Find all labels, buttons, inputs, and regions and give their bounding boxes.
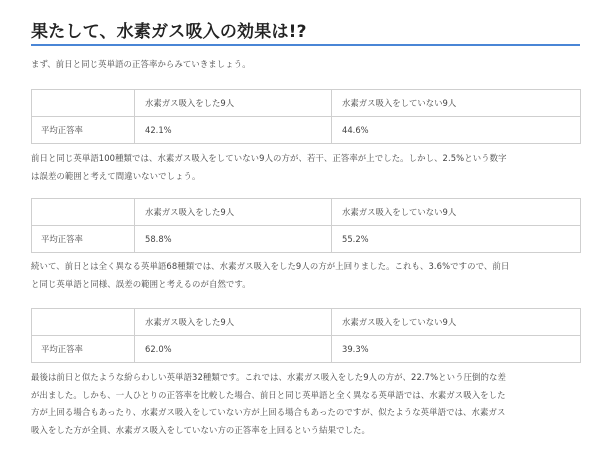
paragraph-3 [31, 369, 580, 439]
table-cell: 62.0% [135, 336, 332, 363]
table-header-cell: 水素ガス吸入をしていない9人 [332, 199, 581, 226]
heading-underline [31, 44, 580, 46]
table-header-cell: 水素ガス吸入をしていない9人 [332, 309, 581, 336]
table-row [32, 336, 581, 363]
paragraph-line: 続いて、前日とは全く異なる英単語68種類では、水素ガス吸入をした9人の方が上回りました。これも、3.6%ですので、前日 [31, 261, 510, 271]
paragraph-1 [31, 150, 580, 185]
paragraph-line: と同じ英単語と同様、誤差の範囲と考えるのが自然です。 [31, 278, 251, 289]
intro-paragraph: まず、前日と同じ英単語の正答率からみていきましょう。 [31, 59, 251, 69]
paragraph-2 [31, 258, 580, 293]
table-header-cell: 水素ガス吸入をした9人 [135, 90, 332, 117]
table-header-row [32, 309, 581, 336]
table-header-cell: 水素ガス吸入をした9人 [135, 309, 332, 336]
paragraph-line: は誤差の範囲と考えて間違いないでしょう。 [31, 170, 201, 181]
table-header-cell: 水素ガス吸入をしていない9人 [332, 90, 581, 117]
table-cell: 39.3% [332, 336, 581, 363]
accuracy-table-similar-words [31, 308, 581, 363]
table-cell: 44.6% [332, 117, 581, 144]
table-header-row [32, 199, 581, 226]
table-header-row [32, 90, 581, 117]
paragraph-line: 吸入をした方が全員、水素ガス吸入をしていない方の正答率を上回るという結果でした。 [31, 424, 370, 435]
table-header-empty [32, 309, 135, 336]
table-header-cell: 水素ガス吸入をした9人 [135, 199, 332, 226]
paragraph-line: 前日と同じ英単語100種類では、水素ガス吸入をしていない9人の方が、若干、正答率が上でした。しかし、2.5%という数字 [31, 153, 507, 163]
paragraph-line: 最後は前日と似たような紛らわしい英単語32種類です。これでは、水素ガス吸入をした9人の方が、22.7%という圧倒的な差 [31, 372, 506, 382]
accuracy-table-same-words [31, 89, 581, 144]
accuracy-table-different-words [31, 198, 581, 253]
table-row-label: 平均正答率 [32, 226, 135, 253]
table-header-empty [32, 199, 135, 226]
paragraph-line: が出ました。しかも、一人ひとりの正答率を比較した場合、前日と同じ英単語と全く異なる英単語では、水素ガス吸入をした [31, 389, 506, 400]
table-row [32, 117, 581, 144]
table-cell: 55.2% [332, 226, 581, 253]
table-row-label: 平均正答率 [32, 336, 135, 363]
table-cell: 58.8% [135, 226, 332, 253]
table-cell: 42.1% [135, 117, 332, 144]
section-heading: 果たして、水素ガス吸入の効果は!? [31, 22, 307, 42]
table-row-label: 平均正答率 [32, 117, 135, 144]
table-row [32, 226, 581, 253]
table-header-empty [32, 90, 135, 117]
paragraph-line: 方が上回る場合もあったり、水素ガス吸入をしていない方が上回る場合もあったのですが、似たような英単語では、水素ガス [31, 407, 506, 417]
